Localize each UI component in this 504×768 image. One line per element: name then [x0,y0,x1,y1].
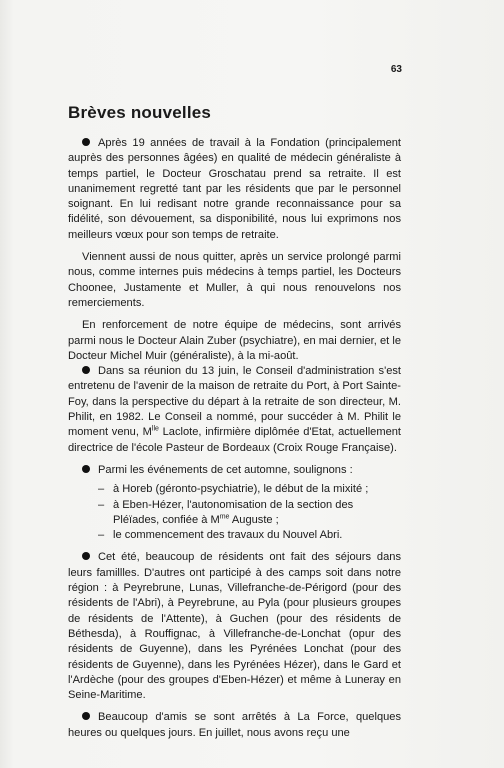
bullet-icon [82,465,90,473]
paragraph-text: Beaucoup d'amis se sont arrêtés à La Force, quelques heures ou quelques jours. En juillet, nous avons reçu une [68,711,401,739]
bullet-icon [82,366,90,374]
superscript: lle [151,425,159,433]
paragraph-departures: Viennent aussi de nous quitter, après un service prolongé parmi nous, comme internes puis médecins à temps partiel, les Docteurs Choonee, Justamente et Muller, à qui nous renouvelons nos remerciements. [68,251,401,309]
paragraph-text: Parmi les événements de cet automne, soulignons : [98,463,353,476]
paragraph-text: Laclote, infirmière diplômée d'Etat, actuellement directrice de l'école Pasteur de Bordeaux (Croix Rouge Française). [68,426,401,454]
dash-marker: – [98,529,105,542]
list-item-text: Auguste ; [229,513,279,526]
list-item-text: à Eben-Hézer, l'autonomisation de la section des Pléïades, confiée à M [113,498,354,526]
paragraph-events [68,463,401,478]
list-item-text: à Horeb (géronto-psychiatrie), le début de la mixité ; [113,483,369,496]
bullet-icon [82,552,90,560]
paragraph-retirement [68,136,401,243]
article-body [68,136,401,748]
list-item [68,498,401,529]
bullet-icon [82,712,90,720]
paragraph-new-doctors: En renforcement de notre équipe de médecins, sont arrivés parmi nous le Docteur Alain Zuber (psychiatre), en mai dernier, et le Docteur Michel Muir (généraliste), à la mi-août. [68,319,401,362]
dash-marker: – [98,483,105,496]
list-item [68,528,401,543]
paragraph-summer [68,550,401,703]
section-heading: Brèves nouvelles [68,103,212,122]
page-number: 63 [390,64,402,75]
paragraph-text: Dans sa réunion du 13 juin, le Conseil d'administration s'est entretenu de l'avenir de la maison de retraite du Port, à Port Sainte-Foy, dans la perspective du départ à la retraite de son directeur, M. Philit, en 1982. Le Conseil a nommé, pour succéder à M. Philit le moment venu, M [68,365,401,439]
paragraph-visitors [68,710,401,741]
superscript: me [219,513,230,521]
paragraph-text: Cet été, beaucoup de résidents ont fait des séjours dans leurs famillles. D'autres ont participé à des camps soit dans notre région : à Peyrebrune, Lunas, Villefranche-de-Périgord (pour des résidents de l'Abri), à Peyrebrune, au Pyla (pour plusieurs groupes de résidents de l'Attente), à Guchen (pour des résidents de Béthesda), à Rouffignac, à Villefranche-de-Lonchat (opur des résidents de Guyenne), dans les Pyrénées Lonchat (pour des résidents de Guyenne), dans les Pyrénées Hézer), dans le Gard et l'Ardèche (pour des groupes d'Eben-Hézer) et même à Luneray en Seine-Maritime. [68,551,401,702]
paragraph-text: Après 19 années de travail à la Fondation (principalement auprès des personnes âgées) en qualité de médecin généraliste à temps partiel, le Docteur Groschatau prend sa retraite. Il est unanimement regretté tant par les résidents que par le personnel soignant. En lui redisant notre grande reconnaissance pour sa fidélité, son dévouement, sa disponibilité, nous lui exprimons nos meilleurs vœux pour son temps de retraite. [68,137,401,241]
paragraph-council [68,364,401,456]
dash-marker: – [98,498,105,511]
list-item-text: le commencement des travaux du Nouvel Abri. [113,529,343,542]
bullet-icon [82,138,90,146]
events-list [68,482,401,543]
list-item [68,482,401,497]
